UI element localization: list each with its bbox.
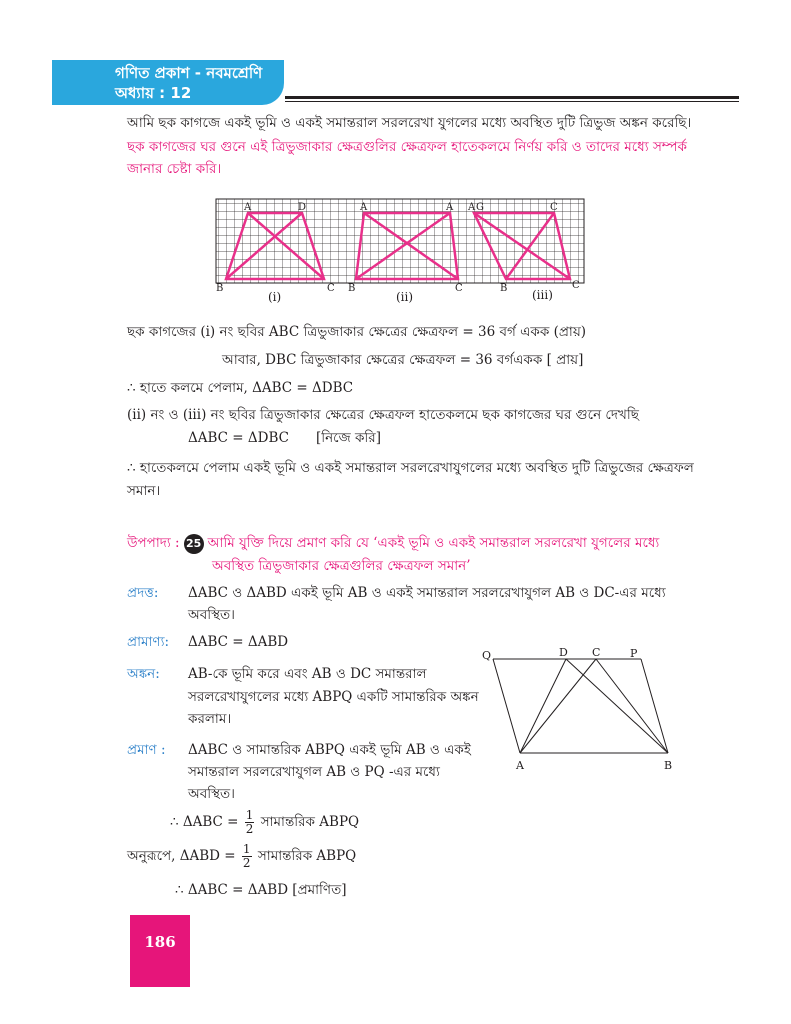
proof-line-3: অবস্থিত।: [188, 786, 235, 802]
fig3-label-c-top: C: [550, 202, 558, 213]
page-number-box: [130, 915, 190, 987]
observation-line-4: (ii) নং ও (iii) নং ছবির ত্রিভুজাকার ক্ষেত্রের ক্ষেত্রফল হাতেকলমে ছক কাগজের ঘর গুনে দেখছি: [127, 407, 639, 423]
to-prove-text: ΔABC = ΔABD: [188, 634, 289, 650]
diagram-label-a: A: [516, 759, 524, 772]
diagram-label-q: Q: [482, 649, 492, 662]
fig3-label-c: C: [572, 280, 580, 291]
proof-step-2-lhs: ΔABD =: [179, 848, 236, 864]
diagram-label-c: C: [592, 646, 601, 659]
grid-paper-figures: [210, 195, 595, 310]
fig1-label-b: B: [216, 283, 224, 294]
fig2-label-c: C: [455, 283, 463, 294]
fig3-label-g: G: [476, 202, 484, 213]
fraction-half-2: $\frac{1}{2}$: [242, 842, 251, 870]
fig1-label-a: A: [244, 202, 252, 213]
observation-line-7: সমান।: [127, 483, 161, 499]
proof-line-1: ΔABC ও সামান্তরিক ABPQ একই ভূমি AB ও একই: [188, 742, 471, 758]
construction-label: অঙ্কন:: [127, 666, 160, 682]
instruction-line-2: জানার চেষ্টা করি।: [127, 161, 222, 177]
chapter-label: অধ্যায় : 12: [115, 84, 192, 102]
observation-line-3: ∴ হাতে কলমে পেলাম, ΔABC = ΔDBC: [127, 380, 354, 396]
observation-note: [নিজে করি]: [316, 430, 381, 446]
parallelogram-diagram: [478, 645, 683, 775]
fig3-label-a: A: [468, 202, 476, 213]
proof-step-1: [170, 808, 359, 836]
theorem-line-1: আমি যুক্তি দিয়ে প্রমাণ করি যে ‘একই ভূমি ও একই সমান্তরাল সরলরেখা যুগলের মধ্যে: [207, 535, 660, 551]
instruction-line-1: ছক কাগজের ঘর গুনে এই ত্রিভুজাকার ক্ষেত্রগুলির ক্ষেত্রফল হাতেকলমে নির্ণয় করি ও তাদের মধ্যে সম্পর্ক: [127, 139, 687, 155]
proof-step-2-rhs: সামান্তরিক ABPQ: [257, 848, 357, 864]
construction-line-2: সরলরেখাযুগলের মধ্যে ABPQ একটি সামান্তরিক অঙ্কন: [188, 689, 479, 705]
theorem-label: উপপাদ্য :: [127, 535, 180, 551]
observation-line-1: ছক কাগজের (i) নং ছবির ABC ত্রিভুজাকার ক্ষেত্রের ক্ষেত্রফল = 36 বর্গ একক (প্রায়): [127, 324, 587, 340]
proof-label: প্রমাণ :: [127, 742, 166, 758]
given-line-2: অবস্থিত।: [188, 607, 235, 623]
given-line-1: ΔABC ও ΔABD একই ভূমি AB ও একই সমান্তরাল সরলরেখাযুগল AB ও DC-এর মধ্যে: [188, 585, 666, 601]
proof-step-1-rhs: সামান্তরিক ABPQ: [260, 814, 360, 830]
observation-math: ΔABC = ΔDBC: [188, 430, 289, 446]
fig1-caption: (i): [268, 290, 282, 304]
page-number: 186: [144, 933, 176, 951]
proof-line-2: সমান্তরাল সরলরেখাযুগল AB ও PQ -এর মধ্যে: [188, 764, 440, 780]
theorem-statement: [127, 533, 659, 554]
header-rule-bottom: [285, 101, 739, 102]
diagram-label-b: B: [664, 759, 673, 772]
observation-line-6: ∴ হাতেকলমে পেলাম একই ভূমি ও একই সমান্তরাল সরলরেখাযুগলের মধ্যে অবস্থিত দুটি ত্রিভুজের ক্ষেত্রফল: [127, 460, 694, 476]
proof-step-1-lhs: ∴ ΔABC =: [170, 814, 239, 830]
proof-conclusion: ∴ ΔABC = ΔABD [প্রমাণিত]: [175, 882, 347, 898]
header-rule-top: [285, 96, 739, 99]
diagram-lines: [493, 659, 668, 753]
diagram-label-p: P: [630, 647, 638, 660]
construction-line-3: করলাম।: [188, 711, 232, 727]
fig3-label-b: B: [500, 283, 508, 294]
to-prove-label: প্রামাণ্য:: [127, 634, 170, 650]
theorem-line-2: অবস্থিত ত্রিভুজাকার ক্ষেত্রগুলির ক্ষেত্রফল সমান’: [212, 558, 471, 574]
fig1-label-d: D: [298, 202, 307, 213]
diagram-label-d: D: [559, 646, 568, 659]
fig1-label-c: C: [327, 283, 335, 294]
fig2-label-a: A: [360, 202, 368, 213]
given-label: প্রদত্ত:: [127, 585, 159, 601]
observation-line-2: আবার, DBC ত্রিভুজাকার ক্ষেত্রের ক্ষেত্রফল = 36 বর্গএকক [ প্রায়]: [222, 352, 584, 368]
construction-line-1: AB-কে ভূমি করে এবং AB ও DC সমান্তরাল: [188, 666, 427, 682]
fraction-half: $\frac{1}{2}$: [245, 808, 254, 836]
proof-step-2: [127, 842, 356, 870]
fig3-caption: (iii): [532, 288, 553, 302]
theorem-number-badge: 25: [184, 534, 204, 554]
intro-line: আমি ছক কাগজে একই ভূমি ও একই সমান্তরাল সরলরেখা যুগলের মধ্যে অবস্থিত দুটি ত্রিভুজ অঙ্কন করেছি।: [127, 115, 692, 131]
fig2-label-a2: A: [446, 202, 454, 213]
fig2-label-b: B: [348, 283, 356, 294]
fig2-caption: (ii): [396, 290, 414, 304]
proof-step-2-prefix: অনুরূপে,: [127, 848, 176, 864]
book-title: গণিত প্রকাশ - নবমশ্রেণি: [115, 64, 263, 82]
